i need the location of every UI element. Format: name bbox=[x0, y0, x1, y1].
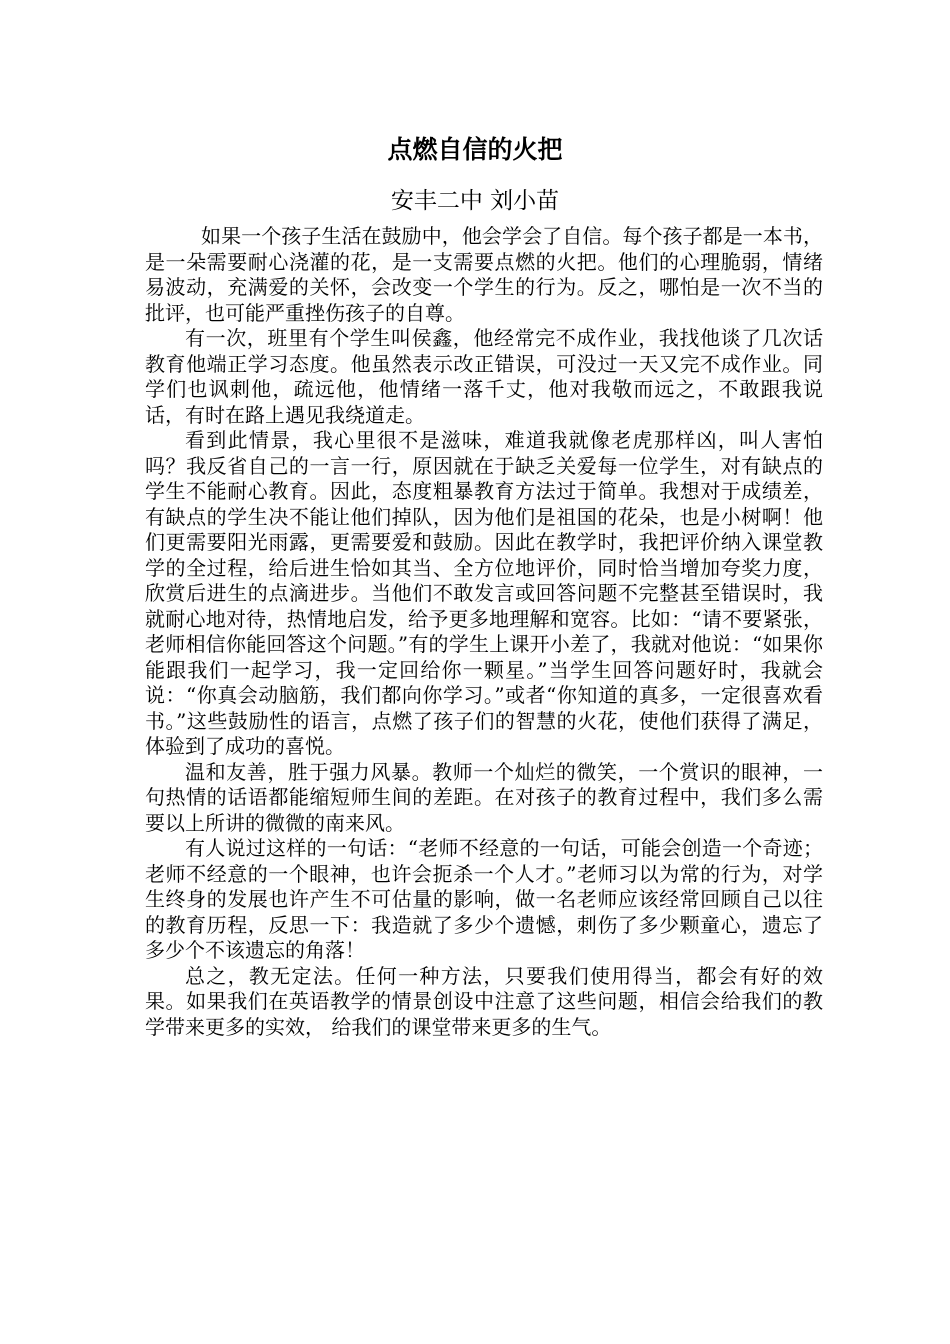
paragraph-quote: 有人说过这样的一句话：“老师不经意的一句话，可能会创造一个奇迹；老师不经意的一个眼神，也许会扼杀一个人才。”老师习以为常的行为，对学生终身的发展也许产生不可估量的影响，做一名老师应该经常回顾自己以往的教育历程，反思一下：我造就了多少个遗憾，刺伤了多少颗童心，遗忘了多少个不该遗忘的角落！ bbox=[145, 836, 823, 962]
document-title: 点燃自信的火把 bbox=[387, 135, 563, 164]
paragraph-story: 有一次，班里有个学生叫侯鑫，他经常完不成作业，我找他谈了几次话教育他端正学习态度。他虽然表示改正错误，可没过一天又完不成作业。同学们也讽刺他，疏远他，他情绪一落千丈，他对我敬而远之，不敢跟我说话，有时在路上遇见我绕道走。 bbox=[145, 326, 823, 427]
document-body bbox=[145, 224, 823, 1040]
paragraph-conclusion: 总之，教无定法。任何一种方法，只要我们使用得当，都会有好的效果。如果我们在英语教学的情景创设中注意了这些问题，相信会给我们的教学带来更多的实效， 给我们的课堂带来更多的生气。 bbox=[145, 963, 823, 1039]
paragraph-intro: 如果一个孩子生活在鼓励中，他会学会了自信。每个孩子都是一本书，是一朵需要耐心浇灌的花，是一支需要点燃的火把。他们的心理脆弱，情绪易波动，充满爱的关怀，会改变一个学生的行为。反之，哪怕是一次不当的批评，也可能严重挫伤孩子的自尊。 bbox=[145, 224, 823, 325]
paragraph-warmth: 温和友善，胜于强力风暴。教师一个灿烂的微笑，一个赏识的眼神，一句热情的话语都能缩短师生间的差距。在对孩子的教育过程中，我们多么需要以上所讲的微微的南来风。 bbox=[145, 759, 823, 835]
document-author: 安丰二中 刘小苗 bbox=[390, 188, 560, 214]
paragraph-reflection: 看到此情景，我心里很不是滋味，难道我就像老虎那样凶，叫人害怕吗？我反省自己的一言一行，原因就在于缺乏关爱每一位学生，对有缺点的学生不能耐心教育。因此，态度粗暴教育方法过于简单。我想对于成绩差，有缺点的学生决不能让他们掉队，因为他们是祖国的花朵，也是小树啊！他们更需要阳光雨露，更需要爱和鼓励。因此在教学时，我把评价纳入课堂教学的全过程，给后进生恰如其当、全方位地评价，同时恰当增加夸奖力度，欣赏后进生的点滴进步。当他们不敢发言或回答问题不完整甚至错误时，我就耐心地对待，热情地启发，给予更多地理解和宽容。比如：“请不要紧张，老师相信你能回答这个问题。”有的学生上课开小差了，我就对他说：“如果你能跟我们一起学习，我一定回给你一颗星。”当学生回答问题好时，我就会说：“你真会动脑筋，我们都向你学习。”或者“你知道的真多，一定很喜欢看书。”这些鼓励性的语言，点燃了孩子们的智慧的火花，使他们获得了满足，体验到了成功的喜悦。 bbox=[145, 428, 823, 758]
